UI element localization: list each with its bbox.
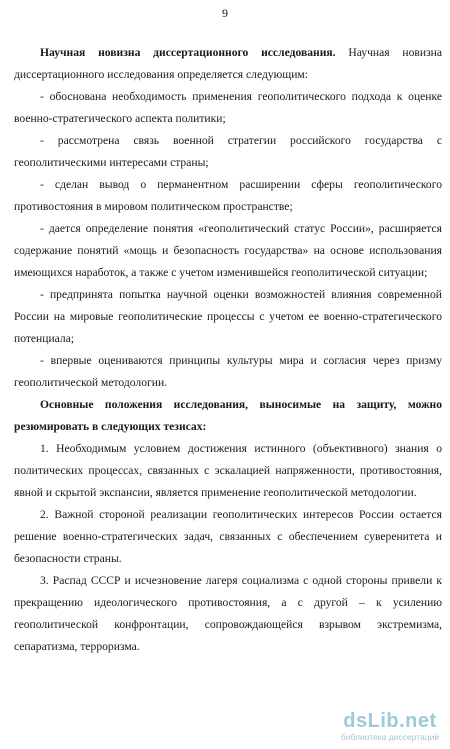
paragraph-novelty-intro bbox=[14, 42, 442, 86]
list-item: - рассмотрена связь военной стратегии российского государства с геополитическими интересами страны; bbox=[14, 134, 442, 169]
thesis-item: 3. Распад СССР и исчезновение лагеря социализма с одной стороны привели к прекращению идеологического противостояния, а с другой – к усилению геополитической конфронтации, сопровождающейся взрывом экстремизма, сепаратизма, терроризма. bbox=[14, 574, 442, 653]
page-number: 9 bbox=[222, 6, 228, 20]
thesis-item: 2. Важной стороной реализации геополитических интересов России остается решение военно-стратегических задач, связанных с обеспечением суверенитета и безопасности страны. bbox=[14, 508, 442, 565]
novelty-heading: Научная новизна диссертационного исследования. bbox=[40, 46, 336, 59]
watermark-logo: dsLib.net bbox=[343, 710, 437, 732]
theses-heading: Основные положения исследования, выносимые на защиту, можно резюмировать в следующих тезисах: bbox=[14, 398, 442, 433]
watermark-subtitle: библиотека диссертаций bbox=[340, 732, 440, 742]
list-item: - впервые оцениваются принципы культуры мира и согласия через призму геополитической методологии. bbox=[14, 354, 442, 389]
list-item: - предпринята попытка научной оценки возможностей влияния современной России на мировые геополитические процессы с учетом ее военно-стратегического потенциала; bbox=[14, 288, 442, 345]
list-item: - обоснована необходимость применения геополитического подхода к оценке военно-стратегического аспекта политики; bbox=[14, 90, 442, 125]
novelty-intro-text: Научная новизна диссертационного исследования определяется следующим: bbox=[14, 46, 442, 81]
watermark bbox=[340, 710, 440, 743]
list-item: - сделан вывод о перманентном расширении сферы геополитического противостояния в мировом политическом пространстве; bbox=[14, 178, 442, 213]
document-body bbox=[14, 42, 442, 658]
thesis-item: 1. Необходимым условием достижения истинного (объективного) знания о политических процессах, связанных с эскалацией напряженности, противостояния, явной и скрытой экспансии, является применение геополитической методологии. bbox=[14, 442, 442, 499]
list-item: - дается определение понятия «геополитический статус России», расширяется содержание понятий «мощь и безопасность государства» на основе использования имеющихся наработок, а также с учетом изменившейся геополитической ситуации; bbox=[14, 222, 442, 279]
